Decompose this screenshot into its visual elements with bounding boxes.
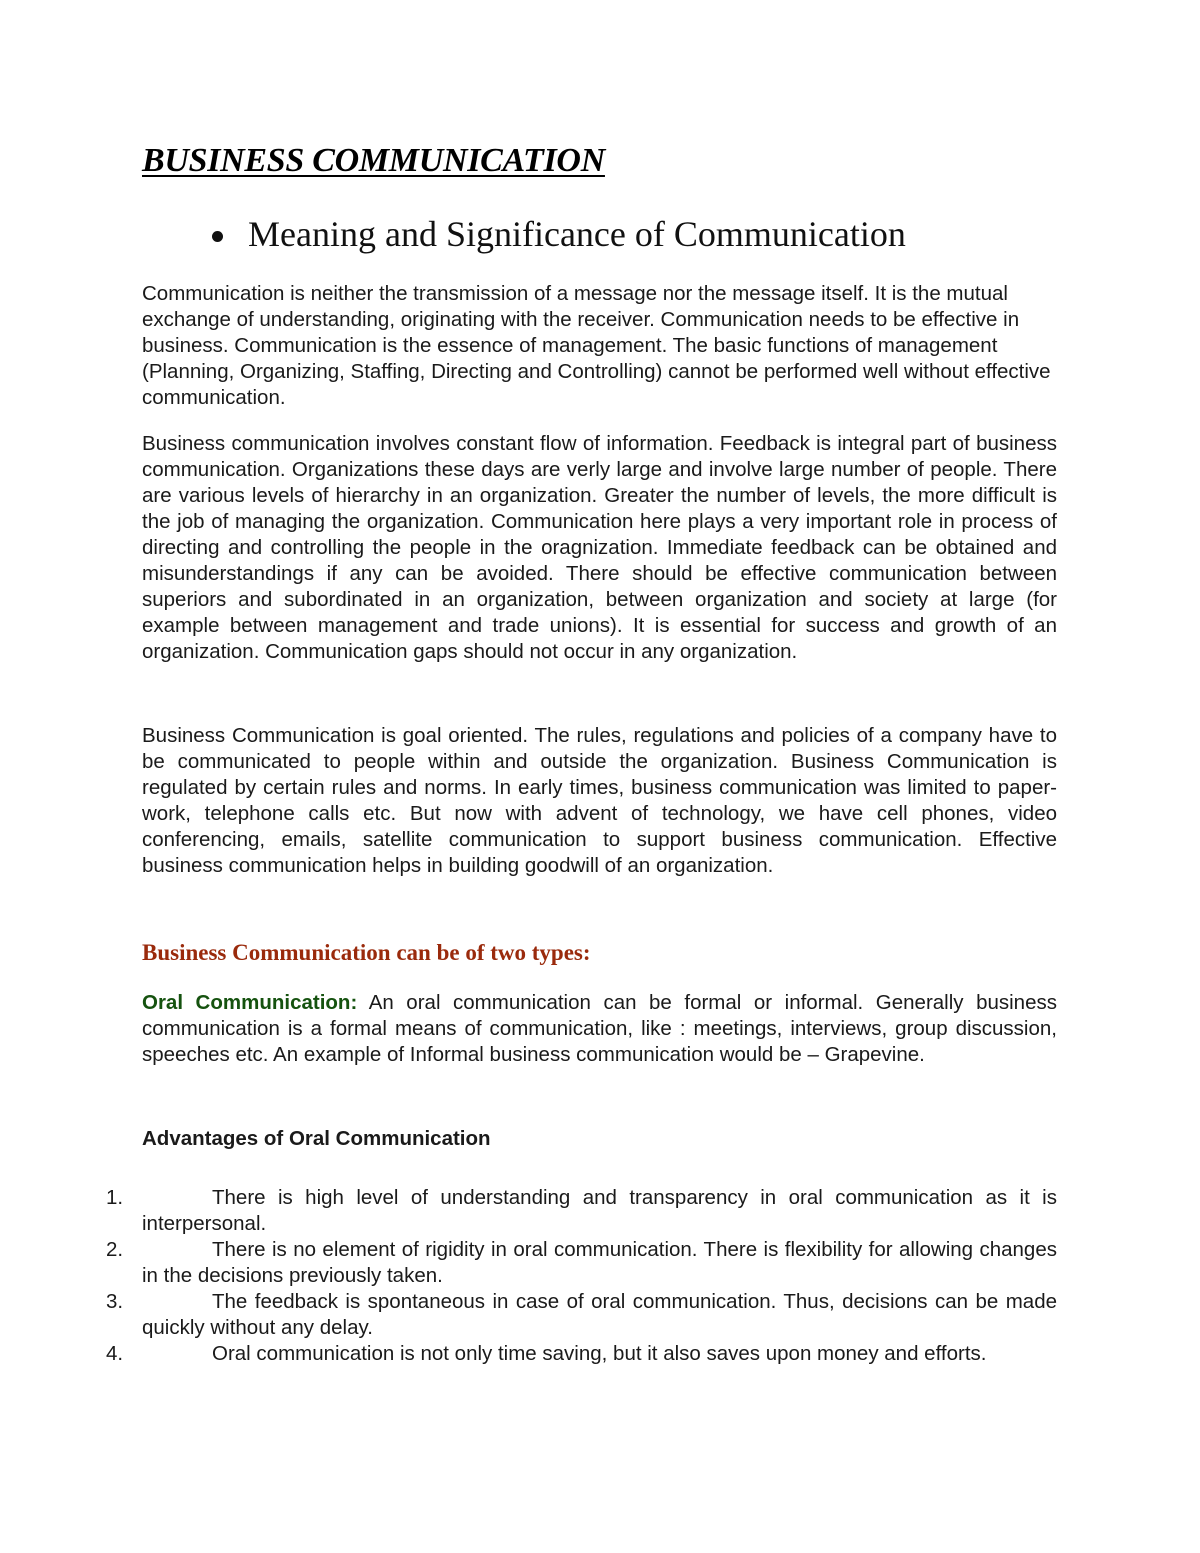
oral-communication-paragraph <box>142 990 1057 1068</box>
section-heading-text: Meaning and Significance of Communication <box>248 214 906 254</box>
list-item <box>0 1185 1057 1237</box>
oral-communication-text: An oral communication can be formal or informal. Generally business communication is a formal means of communication, like : meetings, interviews, group discussion, speeches etc. An example of Informal business communication would be – Grapevine. <box>142 991 1057 1066</box>
oral-communication-label: Oral Communication: <box>142 991 358 1014</box>
list-item-number: 4. <box>106 1342 124 1365</box>
bullet-icon <box>212 231 223 242</box>
paragraph-flow: Business communication involves constant flow of information. Feedback is integral part of business communication. Organizations these days are verly large and involve large number of people. There are various levels of hierarchy in an organization. Greater the number of levels, the more difficult is the job of managing the organization. Communication here plays a very important role in process of directing and controlling the people in the oragnization. Immediate feedback can be obtained and misunderstandings if any can be avoided. There should be effective communication between superiors and subordinated in an organization, between organization and society at large (for example between management and trade unions). It is essential for success and growth of an organization. Communication gaps should not occur in any organization. <box>142 432 1057 663</box>
types-heading: Business Communication can be of two types: <box>142 940 591 965</box>
list-item-number: 2. <box>106 1238 124 1261</box>
list-item-text: There is no element of rigidity in oral communication. There is flexibility for allowing changes in the decisions previously taken. <box>142 1238 1057 1287</box>
document-title: BUSINESS COMMUNICATION <box>142 142 605 179</box>
list-item <box>0 1237 1057 1289</box>
list-item-number: 3. <box>106 1290 124 1313</box>
paragraph-meaning: Communication is neither the transmission of a message nor the message itself. It is the mutual exchange of understanding, originating with the receiver. Communication needs to be effective in business. Communication is the essence of management. The basic functions of management (Planning, Organizing, Staffing, Directing and Controlling) cannot be performed well without effective communication. <box>142 282 1051 409</box>
list-item <box>0 1289 1057 1341</box>
advantages-heading: Advantages of Oral Communication <box>142 1127 491 1150</box>
list-item-text: The feedback is spontaneous in case of oral communication. Thus, decisions can be made quickly without any delay. <box>142 1290 1057 1339</box>
paragraph-goal: Business Communication is goal oriented. The rules, regulations and policies of a company have to be communicated to people within and outside the organization. Business Communication is regulated by certain rules and norms. In early times, business communication was limited to paper-work, telephone calls etc. But now with advent of technology, we have cell phones, video conferencing, emails, satellite communication to support business communication. Effective business communication helps in building goodwill of an organization. <box>142 724 1057 877</box>
advantages-list <box>0 1185 1200 1367</box>
list-item-text: Oral communication is not only time saving, but it also saves upon money and efforts. <box>212 1342 987 1365</box>
section-heading <box>212 213 906 255</box>
list-item-number: 1. <box>106 1186 124 1209</box>
list-item-text: There is high level of understanding and transparency in oral communication as it is interpersonal. <box>142 1186 1057 1235</box>
list-item <box>0 1341 1057 1367</box>
